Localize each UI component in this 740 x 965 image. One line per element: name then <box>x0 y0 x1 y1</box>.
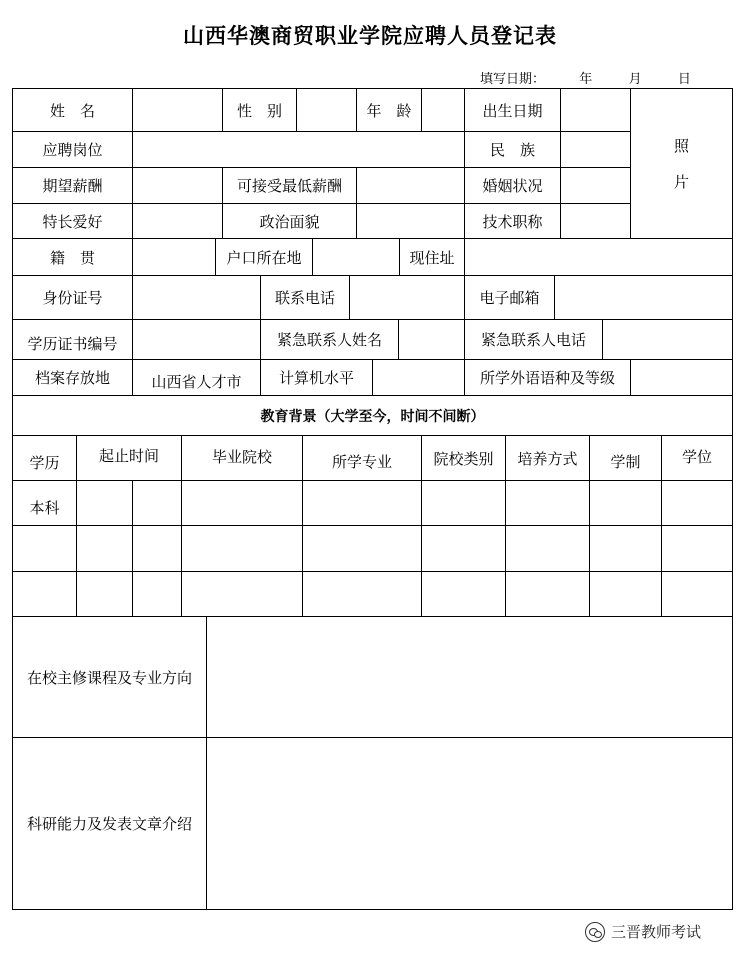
edu-row-2-start[interactable] <box>76 525 133 572</box>
hukou-label: 户口所在地 <box>215 238 313 276</box>
computer-label: 计算机水平 <box>260 359 373 396</box>
gender-input[interactable] <box>296 88 357 132</box>
phone-label: 联系电话 <box>260 275 350 320</box>
address-input[interactable] <box>464 238 733 276</box>
edu-row-3-start[interactable] <box>76 571 133 617</box>
wechat-icon <box>585 922 605 942</box>
edu-row-1-degree-type[interactable] <box>661 480 733 526</box>
fill-date-label: 填写日期： <box>480 72 546 87</box>
marital-label: 婚姻状况 <box>464 167 561 204</box>
birth-input[interactable] <box>560 88 631 132</box>
marital-input[interactable] <box>560 167 631 204</box>
edu-row-3-degree[interactable] <box>12 571 77 617</box>
education-section-title: 教育背景（大学至今，时间不间断） <box>12 395 733 436</box>
edu-row-3-major[interactable] <box>302 571 422 617</box>
edu-row-3-duration[interactable] <box>589 571 662 617</box>
language-input[interactable] <box>630 359 733 396</box>
native-input[interactable] <box>132 238 216 276</box>
edu-row-1-school-type[interactable] <box>421 480 506 526</box>
edu-row-3-end[interactable] <box>132 571 182 617</box>
edu-row-2-duration[interactable] <box>589 525 662 572</box>
edu-row-2-school-type[interactable] <box>421 525 506 572</box>
emergency-name-label: 紧急联系人姓名 <box>260 319 399 360</box>
id-input[interactable] <box>132 275 261 320</box>
edu-row-1-start[interactable] <box>76 480 133 526</box>
edu-row-3-degree-type[interactable] <box>661 571 733 617</box>
edu-row-2-degree-type[interactable] <box>661 525 733 572</box>
expected-salary-input[interactable] <box>132 167 223 204</box>
email-input[interactable] <box>554 275 733 320</box>
political-input[interactable] <box>356 203 465 239</box>
fill-date-year: 年 <box>579 72 593 87</box>
fill-date-day: 日 <box>677 72 691 87</box>
archive-value[interactable]: 山西省人才市 <box>132 359 261 396</box>
edu-header-school: 毕业院校 <box>181 435 303 481</box>
degree-cert-input[interactable] <box>132 319 261 360</box>
hobby-label: 特长爱好 <box>12 203 133 239</box>
computer-input[interactable] <box>372 359 465 396</box>
form-title: 山西华澳商贸职业学院应聘人员登记表 <box>183 23 557 48</box>
courses-input[interactable] <box>206 616 733 738</box>
min-salary-input[interactable] <box>356 167 465 204</box>
title-rank-label: 技术职称 <box>464 203 561 239</box>
research-label: 科研能力及发表文章介绍 <box>12 737 207 910</box>
edu-row-2-end[interactable] <box>132 525 182 572</box>
edu-header-degree-type: 学位 <box>661 435 733 481</box>
emergency-name-input[interactable] <box>398 319 465 360</box>
edu-row-1-duration[interactable] <box>589 480 662 526</box>
ethnicity-label: 民 族 <box>464 131 561 168</box>
edu-row-1-major[interactable] <box>302 480 422 526</box>
edu-row-2-major[interactable] <box>302 525 422 572</box>
research-input[interactable] <box>206 737 733 910</box>
emergency-phone-label: 紧急联系人电话 <box>464 319 603 360</box>
emergency-phone-input[interactable] <box>602 319 733 360</box>
edu-row-1-degree[interactable]: 本科 <box>12 480 77 526</box>
edu-row-1-study-mode[interactable] <box>505 480 590 526</box>
edu-header-study-mode: 培养方式 <box>505 435 590 481</box>
edu-header-school-type: 院校类别 <box>421 435 506 481</box>
age-input[interactable] <box>421 88 465 132</box>
edu-row-3-school-type[interactable] <box>421 571 506 617</box>
watermark-text: 三晋教师考试 <box>611 923 702 941</box>
political-label: 政治面貌 <box>222 203 357 239</box>
edu-header-major: 所学专业 <box>302 435 422 481</box>
hukou-input[interactable] <box>312 238 400 276</box>
edu-row-1-end[interactable] <box>132 480 182 526</box>
age-label: 年 龄 <box>356 88 422 132</box>
edu-row-2-study-mode[interactable] <box>505 525 590 572</box>
edu-header-period: 起止时间 <box>76 435 182 481</box>
courses-label: 在校主修课程及专业方向 <box>12 616 207 738</box>
language-label: 所学外语语种及等级 <box>464 359 631 396</box>
photo-area[interactable] <box>630 88 733 239</box>
hobby-input[interactable] <box>132 203 223 239</box>
email-label: 电子邮箱 <box>464 275 555 320</box>
title-rank-input[interactable] <box>560 203 631 239</box>
address-label: 现住址 <box>399 238 465 276</box>
id-label: 身份证号 <box>12 275 133 320</box>
native-label: 籍 贯 <box>12 238 133 276</box>
position-input[interactable] <box>132 131 465 168</box>
position-label: 应聘岗位 <box>12 131 133 168</box>
photo-label-2: 片 <box>673 172 689 191</box>
expected-salary-label: 期望薪酬 <box>12 167 133 204</box>
edu-row-3-study-mode[interactable] <box>505 571 590 617</box>
name-label: 姓 名 <box>12 88 133 132</box>
edu-header-duration: 学制 <box>589 435 662 481</box>
photo-label-1: 照 <box>673 136 689 155</box>
edu-row-3-school[interactable] <box>181 571 303 617</box>
phone-input[interactable] <box>349 275 465 320</box>
edu-header-degree: 学历 <box>12 435 77 481</box>
gender-label: 性 别 <box>222 88 297 132</box>
degree-cert-label: 学历证书编号 <box>12 319 133 360</box>
ethnicity-input[interactable] <box>560 131 631 168</box>
name-input[interactable] <box>132 88 223 132</box>
edu-row-1-school[interactable] <box>181 480 303 526</box>
min-salary-label: 可接受最低薪酬 <box>222 167 357 204</box>
archive-label: 档案存放地 <box>12 359 133 396</box>
fill-date-month: 月 <box>628 72 642 87</box>
birth-label: 出生日期 <box>464 88 561 132</box>
edu-row-2-degree[interactable] <box>12 525 77 572</box>
edu-row-2-school[interactable] <box>181 525 303 572</box>
watermark <box>585 921 701 942</box>
